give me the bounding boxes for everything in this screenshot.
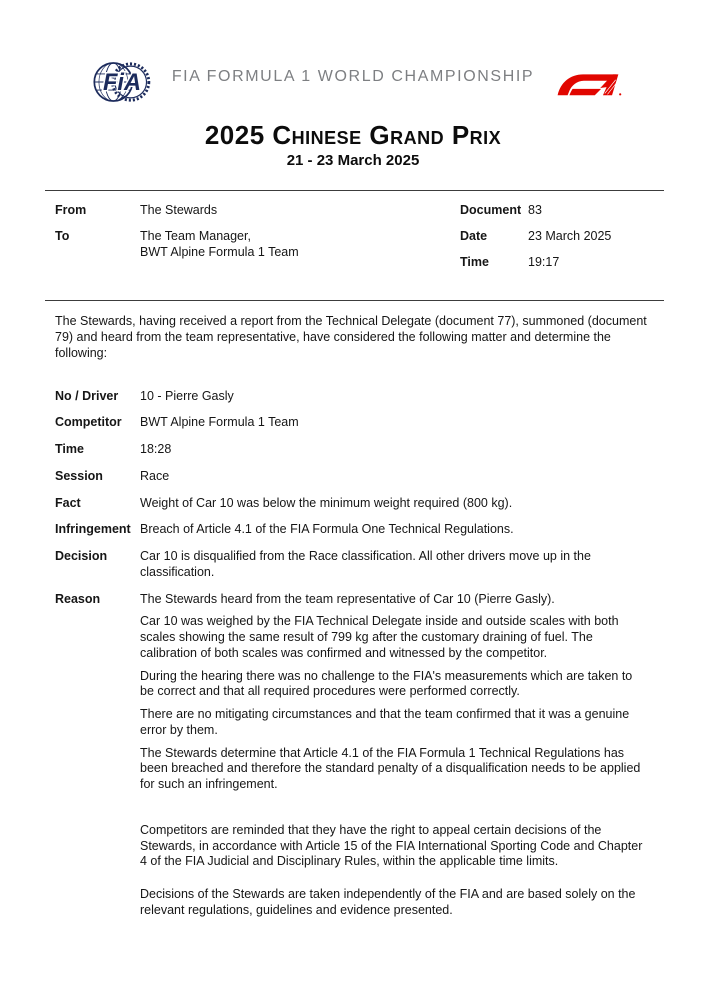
incident-time-label: Time (55, 442, 84, 456)
meta-row-date (460, 229, 664, 245)
event-date-range: 21 - 23 March 2025 (286, 152, 420, 169)
document-body (0, 301, 706, 918)
infringement-label: Infringement (55, 522, 131, 537)
f1-logo-icon (554, 68, 622, 98)
document-header (0, 0, 706, 108)
intro-paragraph: The Stewards, having received a report from the Technical Delegate (document 77), summoned (document 79) and heard from the team representative, have considered the following matter and determine the following: (55, 314, 647, 360)
document-number-label: Document (460, 203, 522, 217)
incident-time-value: 18:28 (140, 442, 172, 456)
stewards-independence-paragraph: Decisions of the Stewards are taken independently of the FIA and are based solely on the relevant regulations, guidelines and evidence presented. (140, 887, 636, 917)
fia-logo-icon (92, 57, 152, 107)
decision-label: Decision (55, 549, 108, 563)
field-row-session (55, 469, 648, 485)
reason-paragraph: Car 10 was weighed by the FIA Technical Delegate inside and outside scales with both scales showing the same result of 799 kg after the customary draining of fuel. The calibration of both scales was confirmed and witnessed by the competitor. (140, 614, 619, 660)
issue-time-label: Time (460, 254, 489, 269)
to-value-line2: BWT Alpine Formula 1 Team (140, 244, 299, 259)
reason-paragraph: During the hearing there was no challenge to the FIA's measurements which are taken to be correct and that all required procedures were performed correctly. (140, 668, 633, 699)
document-number-value: 83 (528, 203, 542, 217)
session-value: Race (140, 468, 170, 483)
meta-row-from (55, 203, 460, 219)
reason-paragraph: There are no mitigating circumstances and that the team confirmed that it was a genuine error by them. (140, 707, 630, 737)
field-row-infringement (55, 522, 648, 538)
appeal-rights-paragraph: Competitors are reminded that they have the right to appeal certain decisions of the Stewards, in accordance with Article 15 of the FIA International Sporting Code and Chapter 4 of the FIA Judicial and Disciplinary Rules, within the applicable time limits. (140, 822, 643, 869)
from-value: The Stewards (140, 203, 218, 217)
issue-time-value: 19:17 (528, 254, 560, 269)
date-label: Date (460, 228, 488, 243)
from-label: From (55, 203, 87, 217)
competitor-value: BWT Alpine Formula 1 Team (140, 415, 299, 430)
infringement-value: Breach of Article 4.1 of the FIA Formula One Technical Regulations. (140, 522, 514, 537)
closing-notes (140, 823, 648, 919)
competitor-label: Competitor (55, 415, 122, 430)
to-label: To (55, 228, 70, 243)
reason-value (140, 592, 648, 793)
fact-value: Weight of Car 10 was below the minimum weight required (800 kg). (140, 495, 513, 510)
field-row-reason (55, 592, 648, 793)
driver-value: 10 - Pierre Gasly (140, 388, 234, 403)
meta-document-info (460, 203, 664, 280)
championship-heading: FIA FORMULA 1 WORLD CHAMPIONSHIP (171, 68, 535, 85)
field-row-decision (55, 549, 648, 581)
driver-label: No / Driver (55, 388, 119, 403)
reason-paragraph: The Stewards heard from the team representative of Car 10 (Pierre Gasly). (140, 591, 555, 606)
document-meta-block (45, 190, 664, 301)
decision-value: Car 10 is disqualified from the Race classification. All other drivers move up in the classification. (140, 549, 591, 579)
fact-label: Fact (55, 495, 81, 510)
reason-paragraph: The Stewards determine that Article 4.1 of the FIA Formula 1 Technical Regulations has been breached and therefore the standard penalty of a disqualification needs to be applied for such an infringement. (140, 745, 641, 791)
event-title: 2025 Chinese Grand Prix (204, 120, 502, 150)
meta-row-document (460, 203, 664, 219)
field-row-time (55, 442, 648, 458)
reason-label: Reason (55, 591, 101, 606)
meta-row-time (460, 255, 664, 271)
to-value-line1: The Team Manager, (140, 228, 251, 243)
date-value: 23 March 2025 (528, 228, 612, 243)
field-row-driver (55, 389, 648, 405)
to-value (140, 229, 299, 261)
meta-addressing (55, 203, 460, 280)
field-row-fact (55, 496, 648, 512)
svg-text:FiA: FiA (102, 70, 142, 97)
meta-row-to (55, 229, 460, 261)
field-row-competitor (55, 415, 648, 431)
session-label: Session (55, 468, 103, 483)
